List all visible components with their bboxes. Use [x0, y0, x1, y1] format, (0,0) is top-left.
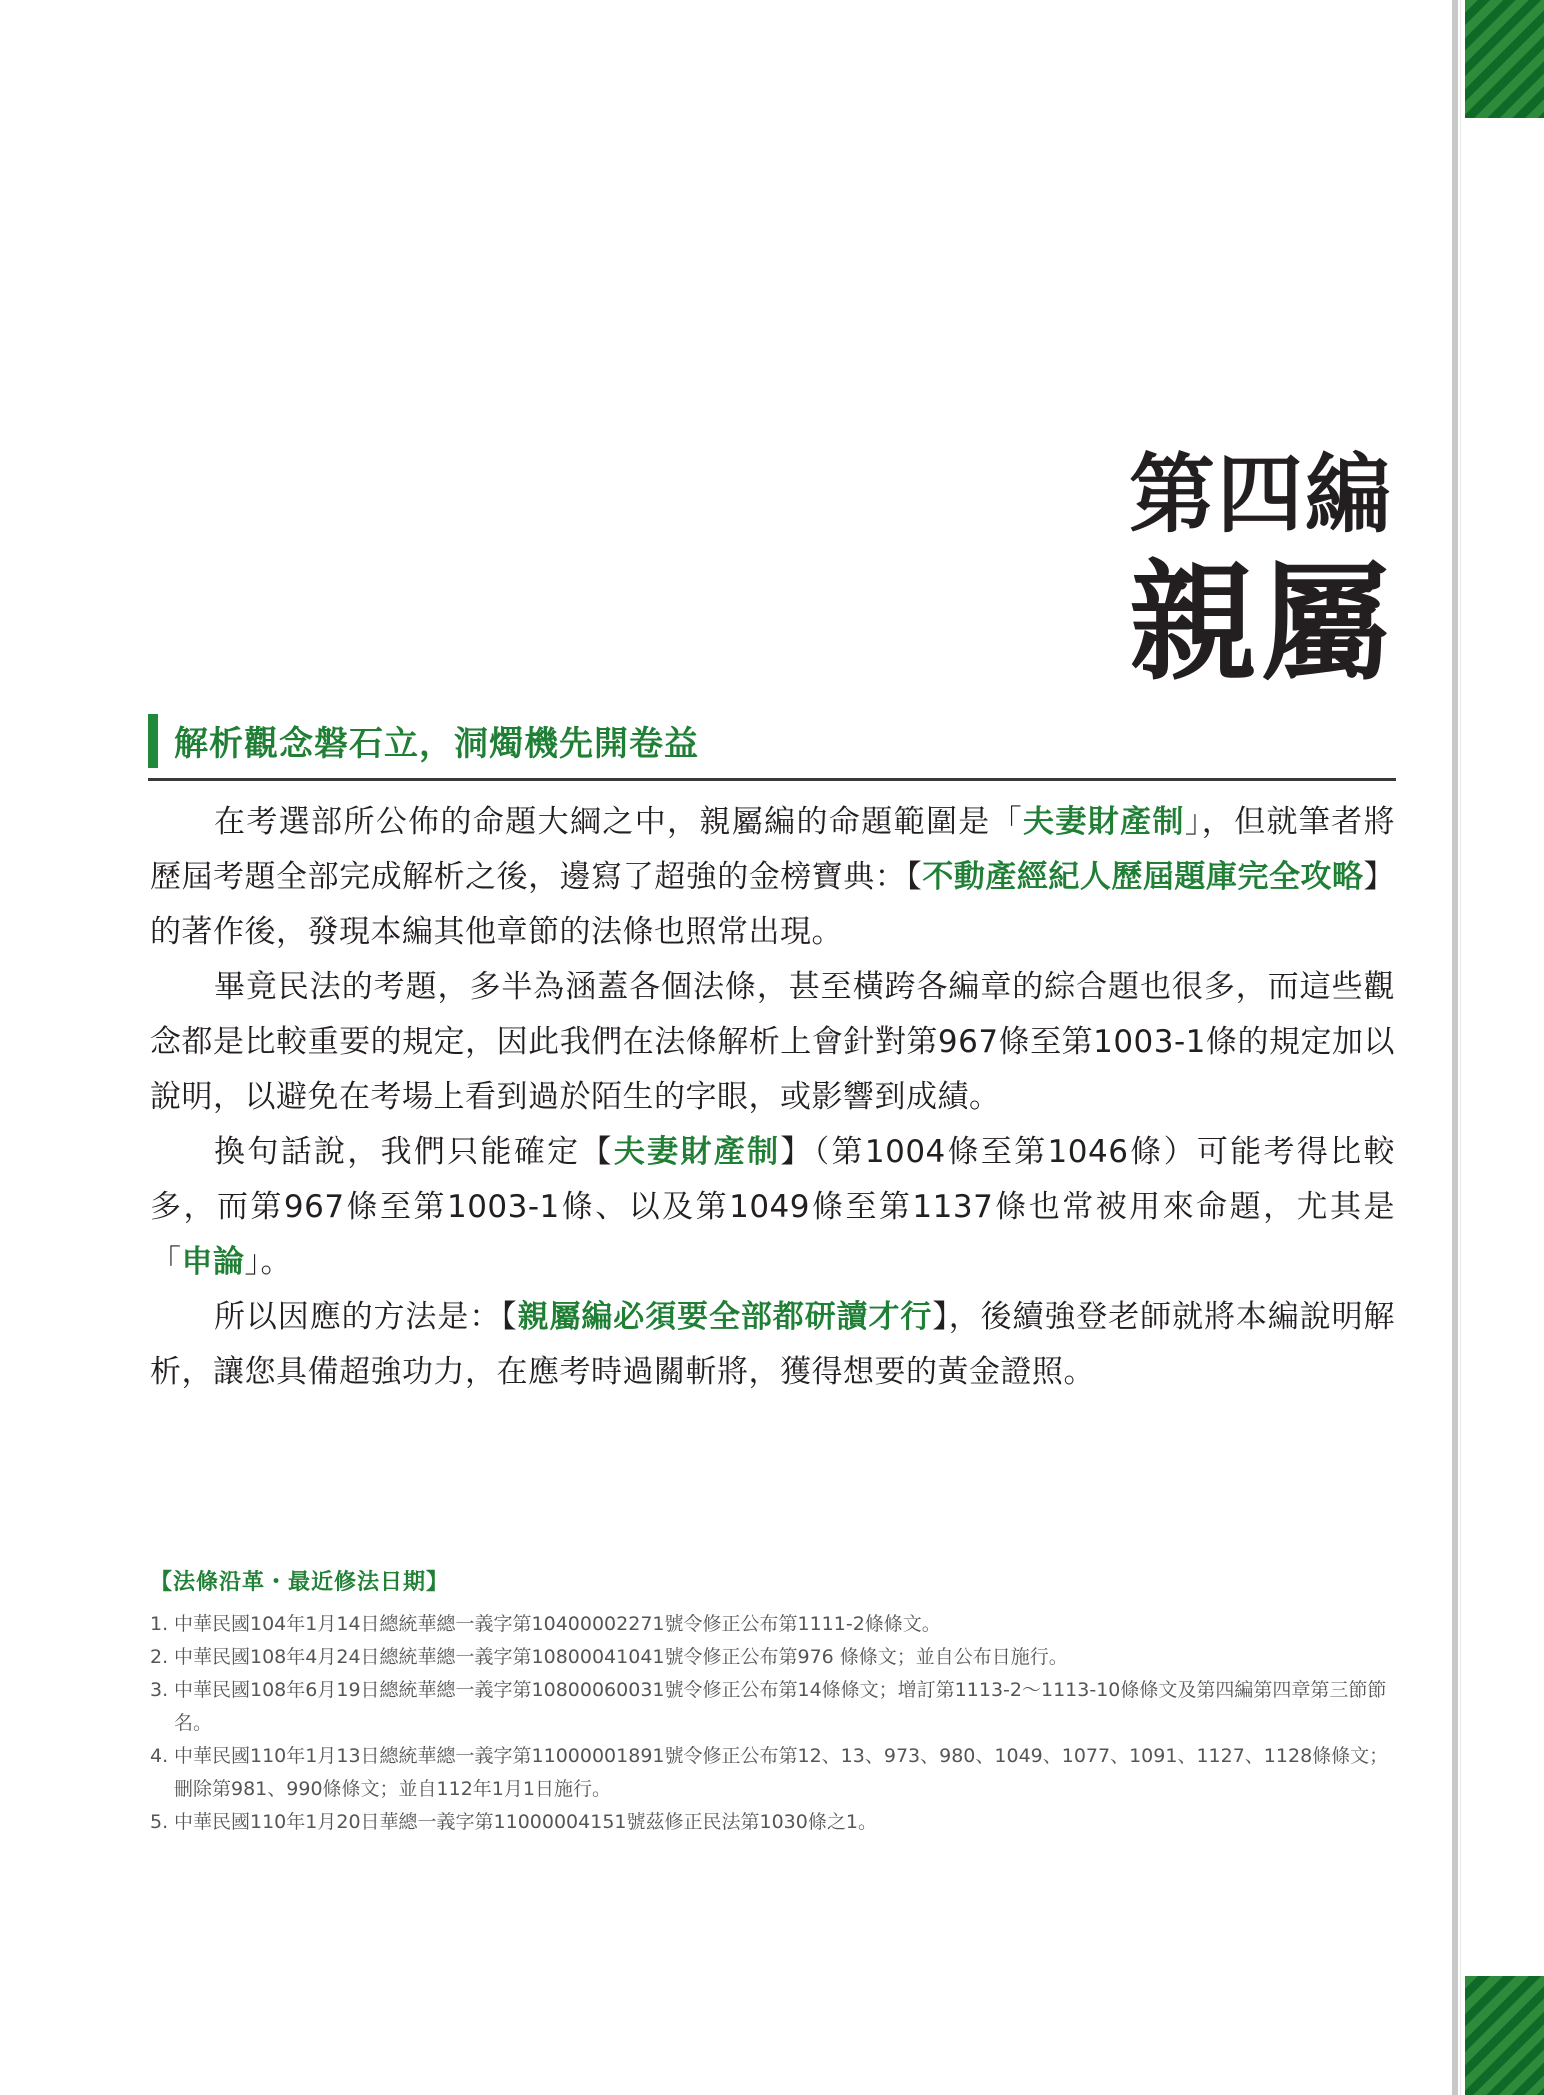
paragraph-text: 」，但就筆者將歷屆考題全部完成解析之後，邊寫了超強的金榜寶典：【	[150, 804, 1396, 895]
list-item	[150, 1674, 1395, 1740]
list-item-number: 5.	[150, 1811, 169, 1833]
list-item	[150, 1641, 1395, 1674]
body-text	[150, 795, 1395, 1400]
highlight-term: 夫妻財產制	[1023, 804, 1185, 840]
top-stripe-tab	[1465, 0, 1544, 118]
list-item-text: 中華民國108年4月24日總統華總一義字第10800041041號令修正公布第976 條條文；並自公布日施行。	[174, 1646, 1068, 1668]
paragraph-text: 】（第1004條至第1046條）可能考得比較多，而第967條至第1003-1條、以及第1049條至第1137條也常被用來命題，尤其是「	[150, 1134, 1395, 1280]
bottom-stripe-tab	[1465, 1976, 1544, 2095]
paragraph-text: 所以因應的方法是：【	[214, 1299, 518, 1335]
amendment-history	[150, 1565, 1395, 1839]
paragraph-text: 】的著作後，發現本編其他章節的法條也照常出現。	[150, 859, 1396, 950]
paragraph-2	[150, 960, 1395, 1125]
chapter-title: 親屬	[1128, 549, 1393, 698]
section-heading-bar	[148, 714, 158, 768]
paragraph-3	[150, 1125, 1395, 1290]
section-heading-text: 解析觀念磐石立，洞燭機先開卷益	[174, 724, 699, 764]
paragraph-text: 」。	[244, 1244, 292, 1280]
highlight-term: 申論	[181, 1244, 245, 1280]
list-item	[150, 1608, 1395, 1641]
highlight-term: 夫妻財產制	[613, 1134, 781, 1170]
paragraph-text: 】，後續強登老師就將本編說明解析，讓您具備超強功力，在應考時過關斬將，獲得想要的黃金證照。	[150, 1299, 1396, 1390]
list-item-number: 1.	[150, 1613, 169, 1635]
list-item-text: 中華民國110年1月13日總統華總一義字第11000001891號令修正公布第12、13、973、980、1049、1077、1091、1127、1128條條文；刪除第981、990條條文；並自112年1月1日施行。	[174, 1745, 1389, 1800]
list-item-number: 2.	[150, 1646, 169, 1668]
list-item	[150, 1806, 1395, 1839]
paragraph-text: 畢竟民法的考題，多半為涵蓋各個法條，甚至橫跨各編章的綜合題也很多，而這些觀念都是比較重要的規定，因此我們在法條解析上會針對第967條至第1003-1條的規定加以說明，以避免在考場上看到過於陌生的字眼，或影響到成績。	[150, 969, 1395, 1115]
page-edge-line-outer	[1460, 0, 1461, 2095]
highlight-term: 不動產經紀人歷屆題庫完全攻略	[922, 859, 1364, 895]
paragraph-1	[150, 795, 1395, 960]
list-item-number: 3.	[150, 1679, 169, 1701]
list-item-text: 中華民國104年1月14日總統華總一義字第10400002271號令修正公布第1111-2條條文。	[174, 1613, 941, 1635]
paragraph-text: 換句話說，我們只能確定【	[214, 1134, 614, 1170]
list-item	[150, 1740, 1395, 1806]
page-edge-line	[1452, 0, 1458, 2095]
part-title: 第四編	[1129, 445, 1393, 545]
paragraph-4	[150, 1290, 1395, 1400]
section-heading	[148, 712, 1396, 781]
paragraph-text: 在考選部所公佈的命題大綱之中，親屬編的命題範圍是「	[214, 804, 1024, 840]
amendment-history-title: 【法條沿革・最近修法日期】	[150, 1570, 450, 1595]
list-item-text: 中華民國108年6月19日總統華總一義字第10800060031號令修正公布第14條條文；增訂第1113-2～1113-10條條文及第四編第四章第三節節名。	[174, 1679, 1387, 1734]
amendment-list	[150, 1608, 1395, 1839]
list-item-text: 中華民國110年1月20日華總一義字第11000004151號茲修正民法第1030條之1。	[174, 1811, 877, 1833]
highlight-term: 親屬編必須要全部都研讀才行	[517, 1299, 933, 1335]
list-item-number: 4.	[150, 1745, 169, 1767]
